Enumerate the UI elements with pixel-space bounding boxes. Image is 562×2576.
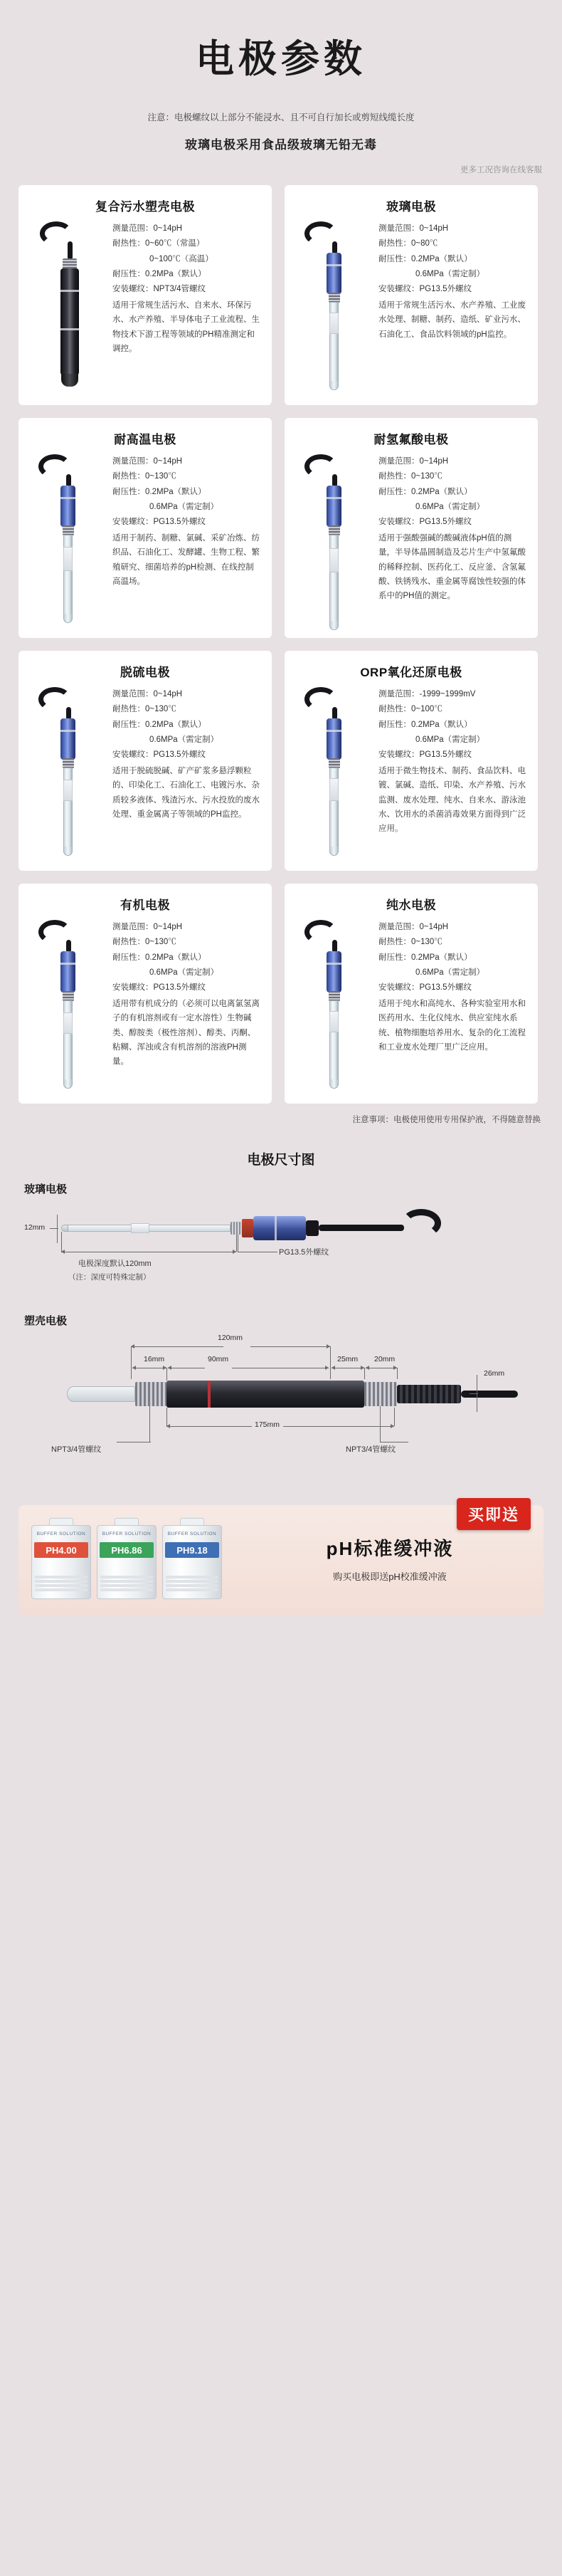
spec-row: 耐热性：0~130℃ bbox=[112, 705, 176, 714]
bottle-label-lines bbox=[166, 1576, 218, 1594]
spec-row: 耐热性：0~130℃ bbox=[112, 938, 176, 947]
spec-row: 测量范围：-1999~1999mV bbox=[378, 690, 476, 698]
spec-row: 耐压性：0.2MPa（默认） bbox=[112, 720, 206, 729]
thread-callout: PG13.5外螺纹 bbox=[279, 1248, 329, 1257]
spec-row: 耐热性：0~130℃ bbox=[112, 472, 176, 481]
electrode-card bbox=[285, 418, 538, 638]
spec-row: 耐热性：0~100℃ bbox=[378, 705, 442, 714]
bottle-brand: BUFFER SOLUTION bbox=[167, 1532, 217, 1536]
measure-120mm: 120mm bbox=[218, 1334, 243, 1342]
card-title: 脱硫电极 bbox=[120, 666, 170, 679]
electrode-card bbox=[18, 651, 272, 871]
spec-row: 0.6MPa（需定制） bbox=[415, 735, 485, 744]
spec-row: 测量范围：0~14pH bbox=[112, 690, 183, 698]
spec-row: 0.6MPa（需定制） bbox=[149, 968, 219, 977]
plastic-dimension-drawing bbox=[24, 1332, 538, 1485]
buffer-bottles bbox=[31, 1518, 245, 1599]
bottle-cap bbox=[49, 1518, 73, 1525]
spec-row: 耐压性：0.2MPa（默认） bbox=[378, 254, 472, 263]
spec-row: 耐压性：0.2MPa（默认） bbox=[112, 487, 206, 496]
electrode-glass-blue-icon bbox=[295, 221, 374, 392]
spec-row: 安装螺纹：NPT3/4管螺纹 bbox=[112, 285, 206, 294]
glass-dimension-drawing bbox=[24, 1200, 538, 1307]
buffer-bottle bbox=[97, 1518, 157, 1599]
spec-row: 安装螺纹：PG13.5外螺纹 bbox=[112, 750, 206, 760]
spec-description: 适用于常规生活污水、自来水、环保污水、水产养殖、半导体电子工业流程、生物技术下游工程等领域的PH精准测定和调控。 bbox=[112, 301, 260, 353]
spec-row: 安装螺纹：PG13.5外螺纹 bbox=[378, 285, 472, 294]
buffer-promo-banner bbox=[18, 1505, 544, 1615]
card-title: 复合污水塑壳电极 bbox=[95, 200, 195, 214]
spec-list bbox=[378, 920, 528, 1091]
spec-description: 适用于微生物技术、制药、食品饮料、电镀、氯碱、造纸、印染、水产养殖、污水监测、废水处理、纯水、自来水、游泳池水、饮用水的杀菌消毒效果方面得到广泛应用。 bbox=[378, 767, 526, 833]
header-subnote: 玻璃电极采用食品级玻璃无铅无毒 bbox=[185, 138, 377, 152]
electrode-glass-blue-icon bbox=[295, 687, 374, 858]
spec-row: 安装螺纹：PG13.5外螺纹 bbox=[378, 983, 472, 993]
spec-row: 耐压性：0.2MPa（默认） bbox=[378, 487, 472, 496]
electrode-glass-blue-icon bbox=[295, 454, 374, 625]
bottle-ph-label: PH6.86 bbox=[100, 1542, 154, 1558]
card-title: ORP氧化还原电极 bbox=[360, 666, 462, 679]
measure-90mm: 90mm bbox=[208, 1355, 229, 1363]
electrode-black-plastic-icon bbox=[28, 221, 108, 392]
bottle-cap bbox=[115, 1518, 139, 1525]
spec-list bbox=[378, 221, 528, 392]
measure-175mm: 175mm bbox=[255, 1420, 280, 1429]
caution-note: 注意事项：电极使用使用专用保护液，不得随意替换 bbox=[352, 1116, 541, 1124]
electrode-card bbox=[285, 884, 538, 1104]
spec-row: 测量范围：0~14pH bbox=[378, 224, 449, 233]
spec-row: 测量范围：0~14pH bbox=[378, 457, 449, 466]
spec-description: 适用于制药、制糖、氯碱、采矿冶炼、纺织品、石油化工、发酵罐、生物工程、繁殖研究、细菌培养的pH检测、在线控制高温场。 bbox=[112, 534, 260, 586]
glass-dimension-block bbox=[0, 1181, 562, 1307]
measure-16mm: 16mm bbox=[144, 1355, 165, 1363]
spec-row: 0~100℃（高温） bbox=[149, 254, 213, 263]
spec-description: 适用带有机成分的（必须可以电离氯氢离子的有机溶剂或有一定水溶性）生物碱类、醇胺类（极性溶剂）、醇类、丙酮、粘糊、浑浊或含有机溶剂的溶液PH测量。 bbox=[112, 1000, 260, 1066]
bottle-brand: BUFFER SOLUTION bbox=[36, 1532, 86, 1536]
spec-row: 安装螺纹：PG13.5外螺纹 bbox=[112, 518, 206, 527]
card-title: 有机电极 bbox=[120, 899, 170, 912]
spec-row: 0.6MPa（需定制） bbox=[149, 502, 219, 511]
spec-row: 耐压性：0.2MPa（默认） bbox=[112, 953, 206, 962]
spec-row: 安装螺纹：PG13.5外螺纹 bbox=[112, 983, 206, 993]
measure-25mm: 25mm bbox=[337, 1355, 359, 1363]
spec-list bbox=[112, 920, 262, 1091]
card-title: 耐氢氟酸电极 bbox=[373, 433, 449, 446]
promo-badge: 买即送 bbox=[457, 1498, 531, 1530]
electrode-card bbox=[18, 185, 272, 405]
electrode-card bbox=[285, 185, 538, 405]
measure-26mm: 26mm bbox=[484, 1369, 505, 1378]
spec-description: 适用于脱硫脱碱、矿产矿浆多悬浮颗粒的、印染化工、石油化工、电镀污水、杂质较多液体、残渣污水、污水投放的废水处理、重金属离子等领域的PH监控。 bbox=[112, 767, 260, 819]
service-link[interactable]: 更多工况咨询在线客服 bbox=[460, 166, 542, 174]
spec-description: 适用于纯水和高纯水、各种实验室用水和医药用水、生化仪纯水、供应室纯水系统、植物细胞培养用水、复杂的化工流程和工业废水处理厂里广泛应用。 bbox=[378, 1000, 526, 1052]
spec-list bbox=[378, 454, 528, 625]
header-note: 注意：电极螺纹以上部分不能浸水、且不可自行加长或剪短线缆长度 bbox=[147, 112, 415, 122]
spec-list bbox=[112, 687, 262, 858]
spec-row: 耐热性：0~60℃（常温） bbox=[112, 239, 205, 248]
promo-subtitle: 购买电极即送pH校准缓冲液 bbox=[333, 1571, 447, 1582]
plastic-dimension-block bbox=[0, 1313, 562, 1485]
measure-20mm: 20mm bbox=[374, 1355, 396, 1363]
spec-row: 耐热性：0~130℃ bbox=[378, 938, 442, 947]
electrode-glass-blue-icon bbox=[28, 687, 108, 858]
card-title: 纯水电极 bbox=[386, 899, 436, 912]
spec-row: 0.6MPa（需定制） bbox=[149, 735, 219, 744]
electrode-card-grid bbox=[0, 175, 562, 1104]
spec-description: 适用于强酸强碱的酸碱液体pH值的测量，半导体晶圆制造及芯片生产中氢氟酸的稀释控制、医药化工、反应釜、含氢氟酸、铁锈残水、重金属等腐蚀性较强的体系中的PH值的测定。 bbox=[378, 534, 526, 600]
spec-row: 耐热性：0~80℃ bbox=[378, 239, 438, 248]
electrode-card bbox=[18, 884, 272, 1104]
spec-row: 安装螺纹：PG13.5外螺纹 bbox=[378, 518, 472, 527]
card-title: 玻璃电极 bbox=[386, 200, 436, 214]
spec-row: 测量范围：0~14pH bbox=[112, 457, 183, 466]
glass-dimension-label: 玻璃电极 bbox=[24, 1183, 68, 1195]
spec-row: 耐压性：0.2MPa（默认） bbox=[378, 720, 472, 729]
promo-text bbox=[245, 1534, 531, 1583]
spec-row: 耐压性：0.2MPa（默认） bbox=[378, 953, 472, 962]
electrode-glass-blue-icon bbox=[28, 920, 108, 1091]
bottle-ph-label: PH4.00 bbox=[34, 1542, 88, 1558]
thread-callout-right: NPT3/4管螺纹 bbox=[346, 1445, 396, 1454]
bottle-label-lines bbox=[35, 1576, 88, 1594]
spec-row: 测量范围：0~14pH bbox=[378, 923, 449, 931]
spec-row: 0.6MPa（需定制） bbox=[415, 968, 485, 977]
spec-row: 耐热性：0~130℃ bbox=[378, 472, 442, 481]
spec-row: 0.6MPa（需定制） bbox=[415, 269, 485, 278]
plastic-dimension-label: 塑壳电极 bbox=[24, 1315, 68, 1327]
electrode-card bbox=[18, 418, 272, 638]
page-header bbox=[0, 0, 562, 89]
spec-list bbox=[112, 454, 262, 625]
measure-12mm: 12mm bbox=[24, 1223, 46, 1232]
thread-callout-left: NPT3/4管螺纹 bbox=[51, 1445, 102, 1454]
page-title: 电极参数 bbox=[196, 38, 366, 80]
promo-title: pH标准缓冲液 bbox=[326, 1538, 454, 1559]
depth-note-2: （注：深度可特殊定制） bbox=[68, 1273, 151, 1282]
spec-row: 耐压性：0.2MPa（默认） bbox=[112, 269, 206, 278]
buffer-bottle bbox=[31, 1518, 91, 1599]
spec-row: 测量范围：0~14pH bbox=[112, 224, 183, 233]
bottle-ph-label: PH9.18 bbox=[165, 1542, 219, 1558]
spec-list bbox=[112, 221, 262, 392]
bottle-cap bbox=[180, 1518, 204, 1525]
bottle-brand: BUFFER SOLUTION bbox=[102, 1532, 152, 1536]
spec-row: 安装螺纹：PG13.5外螺纹 bbox=[378, 750, 472, 760]
spec-row: 测量范围：0~14pH bbox=[112, 923, 183, 931]
electrode-card bbox=[285, 651, 538, 871]
dimension-title: 电极尺寸图 bbox=[247, 1153, 315, 1168]
buffer-bottle bbox=[162, 1518, 222, 1599]
bottle-label-lines bbox=[100, 1576, 153, 1594]
spec-list bbox=[378, 687, 528, 858]
spec-description: 适用于常规生活污水、水产养殖、工业废水处理、制糖、制药、造纸、矿业污水、石油化工、食品饮料领域的pH监控。 bbox=[378, 301, 526, 339]
electrode-glass-blue-icon bbox=[28, 454, 108, 625]
spec-row: 0.6MPa（需定制） bbox=[415, 502, 485, 511]
electrode-glass-blue-icon bbox=[295, 920, 374, 1091]
card-title: 耐高温电极 bbox=[114, 433, 176, 446]
depth-note: 电极深度默认120mm bbox=[78, 1260, 152, 1268]
